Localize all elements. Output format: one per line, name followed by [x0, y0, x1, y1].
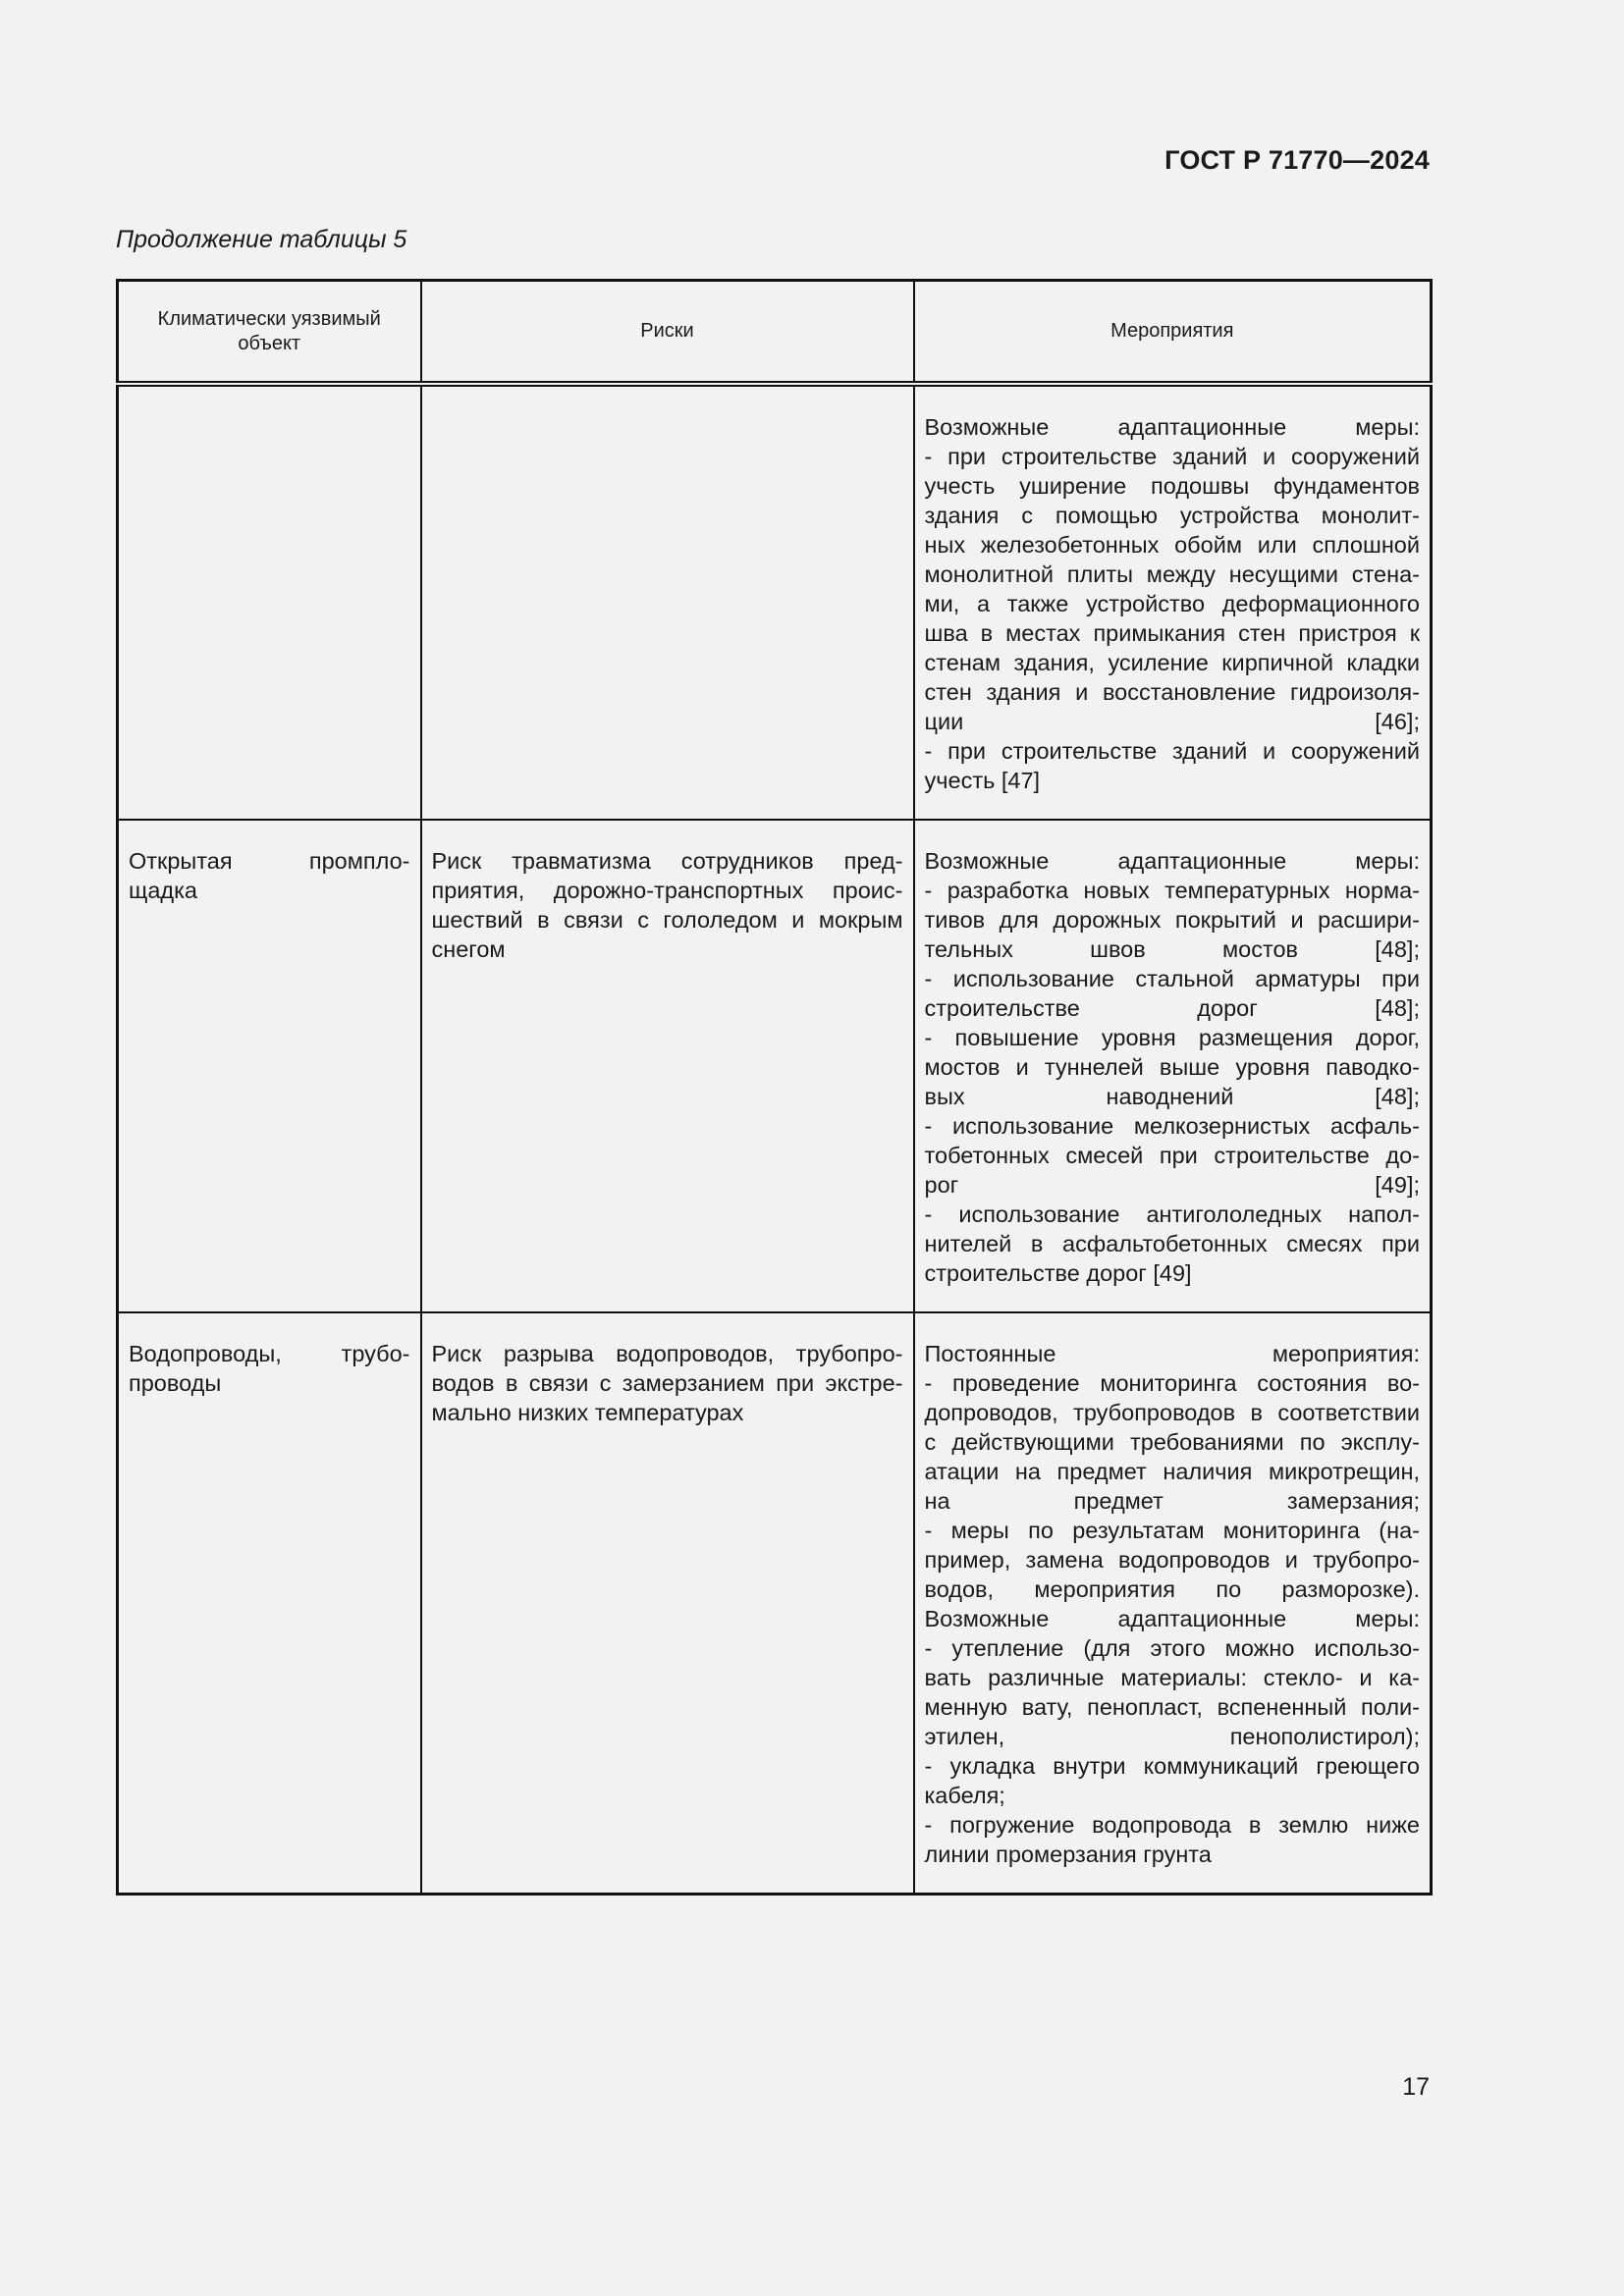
- cell-text-line: ции [46];: [924, 709, 1420, 734]
- object-cell: [118, 384, 421, 820]
- cell-text-line: пример, замена водопроводов и трубопро-: [924, 1547, 1420, 1573]
- measures-cell: [914, 820, 1432, 1312]
- cell-text-line: Риск разрыва водопроводов, трубопро-: [431, 1341, 903, 1366]
- object-cell: [118, 1312, 421, 1895]
- table-row: [118, 1312, 1432, 1895]
- cell-text-line: кабеля;: [924, 1783, 1005, 1808]
- object-cell: [118, 820, 421, 1312]
- measures-cell: [914, 1312, 1432, 1895]
- table-header-row: [118, 281, 1432, 385]
- cell-text-line: линии промерзания грунта: [924, 1842, 1212, 1867]
- measures-cell: [914, 384, 1432, 820]
- cell-text-line: шва в местах примыкания стен пристроя к: [924, 620, 1420, 646]
- table-row: [118, 820, 1432, 1312]
- cell-text-line: водов, мероприятия по разморозке).: [924, 1576, 1420, 1602]
- cell-text-line: с действующими требованиями по эксплу-: [924, 1429, 1420, 1455]
- cell-text-line: мально низких температурах: [431, 1400, 744, 1425]
- cell-text-line: учесть [47]: [924, 768, 1041, 793]
- cell-text-line: строительстве дорог [49]: [924, 1260, 1192, 1286]
- cell-text-line: тельных швов мостов [48];: [924, 936, 1420, 962]
- cell-text-line: вых наводнений [48];: [924, 1084, 1420, 1109]
- cell-text-line: - меры по результатам мониторинга (на-: [924, 1518, 1420, 1543]
- cell-text-line: учесть уширение подошвы фундаментов: [924, 473, 1420, 499]
- table-continuation-caption: Продолжение таблицы 5: [116, 226, 407, 253]
- cell-text-line: - утепление (для этого можно использо-: [924, 1635, 1420, 1661]
- cell-text-line: тобетонных смесей при строительстве до-: [924, 1143, 1420, 1168]
- cell-text-line: вать различные материалы: стекло- и ка-: [924, 1665, 1420, 1690]
- risk-cell: [421, 820, 914, 1312]
- page-number: 17: [1402, 2073, 1430, 2101]
- cell-text-line: этилен, пенополистирол);: [924, 1724, 1420, 1749]
- table-body: [118, 384, 1432, 1895]
- cell-text-line: строительстве дорог [48];: [924, 995, 1420, 1021]
- risk-cell: [421, 1312, 914, 1895]
- cell-text-line: шествий в связи с гололедом и мокрым: [431, 907, 903, 933]
- cell-text-line: Риск травматизма сотрудников пред-: [431, 848, 903, 874]
- cell-text-line: - при строительстве зданий и сооружений: [924, 738, 1420, 764]
- cell-text-line: - использование стальной арматуры при: [924, 966, 1420, 991]
- cell-text-line: монолитной плиты между несущими стена-: [924, 561, 1420, 587]
- cell-text-line: щадка: [129, 878, 197, 903]
- cell-text-line: рог [49];: [924, 1172, 1420, 1198]
- cell-text-line: ми, а также устройство деформационного: [924, 591, 1420, 616]
- cell-text-line: менную вату, пенопласт, вспененный поли-: [924, 1694, 1420, 1720]
- cell-text-line: стен здания и восстановление гидроизоля-: [924, 679, 1420, 705]
- column-header-measures: Мероприятия: [914, 281, 1432, 385]
- cell-text-line: снегом: [431, 936, 506, 962]
- cell-text-line: водов в связи с замерзанием при экстре-: [431, 1370, 903, 1396]
- cell-text-line: - при строительстве зданий и сооружений: [924, 444, 1420, 469]
- cell-text-line: нителей в асфальтобетонных смесях при: [924, 1231, 1420, 1256]
- table-row: [118, 384, 1432, 820]
- cell-text-line: Постоянные мероприятия:: [924, 1341, 1420, 1366]
- cell-text-line: - погружение водопровода в землю ниже: [924, 1812, 1420, 1838]
- cell-text-line: - разработка новых температурных норма-: [924, 878, 1420, 903]
- cell-text-line: ных железобетонных обойм или сплошной: [924, 532, 1420, 558]
- document-code: ГОСТ Р 71770—2024: [1164, 145, 1430, 175]
- column-header-object: Климатически уязвимый объект: [118, 281, 421, 385]
- cell-text-line: - укладка внутри коммуникаций греющего: [924, 1753, 1420, 1779]
- table-container: [116, 279, 1430, 1896]
- cell-text-line: здания с помощью устройства монолит-: [924, 503, 1420, 528]
- cell-text-line: Возможные адаптационные меры:: [924, 1606, 1420, 1631]
- cell-text-line: Возможные адаптационные меры:: [924, 414, 1420, 440]
- cell-text-line: мостов и туннелей выше уровня паводко-: [924, 1054, 1420, 1080]
- cell-text-line: приятия, дорожно-транспортных проис-: [431, 878, 903, 903]
- measures-table: [116, 279, 1433, 1896]
- cell-text-line: - использование антигололедных напол-: [924, 1201, 1420, 1227]
- cell-text-line: - проведение мониторинга состояния во-: [924, 1370, 1420, 1396]
- cell-text-line: допроводов, трубопроводов в соответствии: [924, 1400, 1420, 1425]
- cell-text-line: стенам здания, усиление кирпичной кладки: [924, 650, 1420, 675]
- column-header-risks: Риски: [421, 281, 914, 385]
- cell-text-line: Возможные адаптационные меры:: [924, 848, 1420, 874]
- cell-text-line: - повышение уровня размещения дорог,: [924, 1025, 1420, 1050]
- risk-cell: [421, 384, 914, 820]
- cell-text-line: проводы: [129, 1370, 222, 1396]
- cell-text-line: Открытая промпло-: [129, 848, 410, 874]
- cell-text-line: на предмет замерзания;: [924, 1488, 1420, 1514]
- cell-text-line: Водопроводы, трубо-: [129, 1341, 410, 1366]
- cell-text-line: - использование мелкозернистых асфаль-: [924, 1113, 1420, 1139]
- cell-text-line: тивов для дорожных покрытий и расшири-: [924, 907, 1420, 933]
- cell-text-line: атации на предмет наличия микротрещин,: [924, 1459, 1420, 1484]
